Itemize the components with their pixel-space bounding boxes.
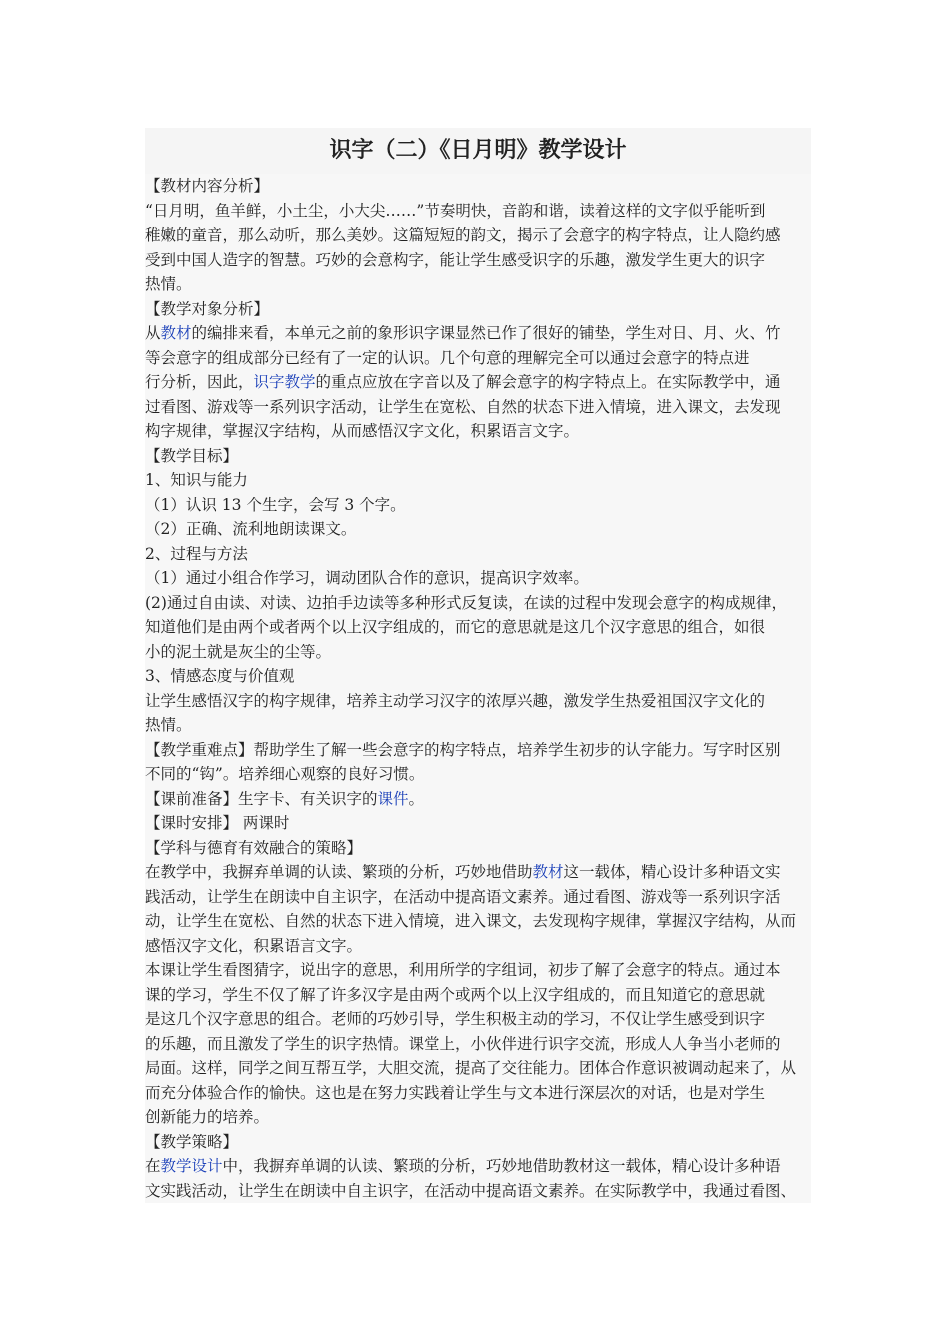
text-segment: 3、情感态度与价值观 (145, 667, 295, 685)
text-segment: 【教学目标】 (145, 446, 239, 465)
inline-link[interactable]: 识字教学 (253, 373, 316, 391)
text-line (145, 640, 811, 665)
text-line (145, 468, 811, 493)
text-segment: 创新能力的培养。 (145, 1108, 270, 1126)
document-title: 识字（二）《日月明》教学设计 (145, 128, 811, 174)
text-segment: 让学生感悟汉字的构字规律，培养主动学习汉字的浓厚兴趣，激发学生热爱祖国汉字文化的 (145, 691, 766, 710)
text-segment: 的编排来看，本单元之前的象形识字课显然已作了很好的铺垫，学生对日、月、火、竹 (191, 324, 781, 342)
text-line (145, 566, 811, 591)
text-segment: 行分析，因此， (145, 373, 254, 391)
text-line (145, 346, 811, 371)
text-segment: （1）通过小组合作学习，调动团队合作的意识，提高识字效率。 (145, 569, 589, 587)
document-page (145, 128, 811, 1203)
text-line (145, 174, 811, 199)
text-segment: 知道他们是由两个或者两个以上汉字组成的，而它的意思就是这几个汉字意思的组合，如很 (145, 618, 766, 636)
text-segment: 热情。 (145, 275, 192, 293)
text-line (145, 1032, 811, 1057)
text-line (145, 248, 811, 273)
text-line (145, 1105, 811, 1130)
text-segment: 【课前准备】生字卡、有关识字的 (145, 789, 378, 808)
text-line (145, 983, 811, 1008)
text-segment: 在教学中，我摒弃单调的认读、繁琐的分析，巧妙地借助 (145, 863, 533, 881)
text-segment: 【教学对象分析】 (145, 299, 270, 318)
text-line (145, 664, 811, 689)
text-segment: 【教材内容分析】 (145, 177, 270, 195)
text-segment: 稚嫩的童音，那么动听，那么美妙。这篇短短的韵文，揭示了会意字的构字特点，让人隐约感 (145, 226, 781, 244)
text-segment: “日月明，鱼羊鲜，小土尘，小大尖……”节奏明快，音韵和谐，读着这样的文字似乎能听到 (145, 201, 766, 220)
document-body (145, 174, 811, 1203)
text-line (145, 615, 811, 640)
text-segment: 小的泥土就是灰尘的尘等。 (145, 642, 332, 661)
text-line (145, 1081, 811, 1106)
text-line (145, 787, 811, 812)
text-segment: 是这几个汉字意思的组合。老师的巧妙引导，学生积极主动的学习，不仅让学生感受到识字 (145, 1010, 766, 1028)
text-segment: 课的学习，学生不仅了解了许多汉字是由两个或两个以上汉字组成的，而且知道它的意思就 (145, 985, 766, 1004)
text-line (145, 860, 811, 885)
text-line (145, 713, 811, 738)
inline-link[interactable]: 教学设计 (160, 1157, 223, 1175)
text-segment: 动，让学生在宽松、自然的状态下进入情境，进入课文，去发现构字规律，掌握汉字结构，从而 (145, 912, 797, 930)
text-line (145, 885, 811, 910)
text-segment: 1、知识与能力 (145, 471, 248, 489)
text-line (145, 1007, 811, 1032)
text-segment: 文实践活动，让学生在朗读中自主识字，在活动中提高语文素养。在实际教学中，我通过看图、 (145, 1181, 797, 1200)
inline-link[interactable]: 教材 (160, 324, 192, 342)
text-segment: 等会意字的组成部分已经有了一定的认识。几个句意的理解完全可以通过会意字的特点进 (145, 348, 750, 367)
text-line (145, 272, 811, 297)
text-segment: 在 (145, 1157, 161, 1175)
text-line (145, 958, 811, 983)
text-segment: 本课让学生看图猜字，说出字的意思，利用所学的字组词，初步了解了会意字的特点。通过本 (145, 961, 781, 979)
text-line (145, 836, 811, 861)
text-line (145, 444, 811, 469)
text-line (145, 542, 811, 567)
text-segment: (2)通过自由读、对读、边拍手边读等多种形式反复读，在读的过程中发现会意字的构成规律， (145, 593, 787, 612)
text-line (145, 1130, 811, 1155)
text-segment: 从 (145, 324, 161, 342)
text-line (145, 419, 811, 444)
text-line (145, 762, 811, 787)
text-line (145, 689, 811, 714)
text-segment: 构字规律，掌握汉字结构，从而感悟汉字文化，积累语言文字。 (145, 422, 580, 440)
text-segment: （2）正确、流利地朗读课文。 (145, 520, 357, 538)
text-segment: 。 (408, 789, 425, 808)
text-segment: 【教学重难点】帮助学生了解一些会意字的构字特点，培养学生初步的认字能力。写字时区别 (145, 740, 781, 759)
text-segment: 受到中国人造字的智慧。巧妙的会意构字，能让学生感受识字的乐趣，激发学生更大的识字 (145, 250, 766, 269)
text-segment: 局面。这样，同学之间互帮互学，大胆交流，提高了交往能力。团体合作意识被调动起来了，从 (145, 1059, 797, 1077)
text-line (145, 1179, 811, 1204)
text-segment: （1）认识 13 个生字，会写 3 个字。 (145, 495, 406, 514)
text-segment: 的重点应放在字音以及了解会意字的构字特点上。在实际教学中，通 (315, 373, 781, 391)
text-line (145, 321, 811, 346)
text-line (145, 738, 811, 763)
text-line (145, 517, 811, 542)
text-segment: 【学科与德育有效融合的策略】 (145, 838, 363, 857)
text-segment: 【教学策略】 (145, 1132, 239, 1151)
text-segment: 的乐趣，而且激发了学生的识字热情。课堂上，小伙伴进行识字交流，形成人人争当小老师的 (145, 1034, 781, 1053)
text-segment: 【课时安排】 两课时 (145, 814, 290, 832)
text-segment: 2、过程与方法 (145, 544, 248, 563)
text-line (145, 199, 811, 224)
text-line (145, 370, 811, 395)
text-line (145, 909, 811, 934)
text-segment: 这一载体，精心设计多种语文实 (563, 863, 781, 881)
text-line (145, 1056, 811, 1081)
text-line (145, 811, 811, 836)
text-segment: 过看图、游戏等一系列识字活动，让学生在宽松、自然的状态下进入情境，进入课文，去发现 (145, 397, 781, 416)
text-line (145, 591, 811, 616)
inline-link[interactable]: 教材 (532, 863, 564, 881)
text-segment: 热情。 (145, 716, 192, 734)
text-segment: 不同的“钩”。培养细心观察的良好习惯。 (145, 765, 425, 783)
text-line (145, 223, 811, 248)
text-segment: 感悟汉字文化，积累语言文字。 (145, 936, 363, 955)
inline-link[interactable]: 课件 (377, 789, 409, 808)
text-segment: 中，我摒弃单调的认读、繁琐的分析，巧妙地借助教材这一载体，精心设计多种语 (222, 1157, 781, 1175)
text-line (145, 297, 811, 322)
text-segment: 而充分体验合作的愉快。这也是在努力实践着让学生与文本进行深层次的对话，也是对学生 (145, 1083, 766, 1102)
text-line (145, 1154, 811, 1179)
text-line (145, 934, 811, 959)
text-line (145, 395, 811, 420)
text-line (145, 493, 811, 518)
text-segment: 践活动，让学生在朗读中自主识字，在活动中提高语文素养。通过看图、游戏等一系列识字活 (145, 887, 781, 906)
